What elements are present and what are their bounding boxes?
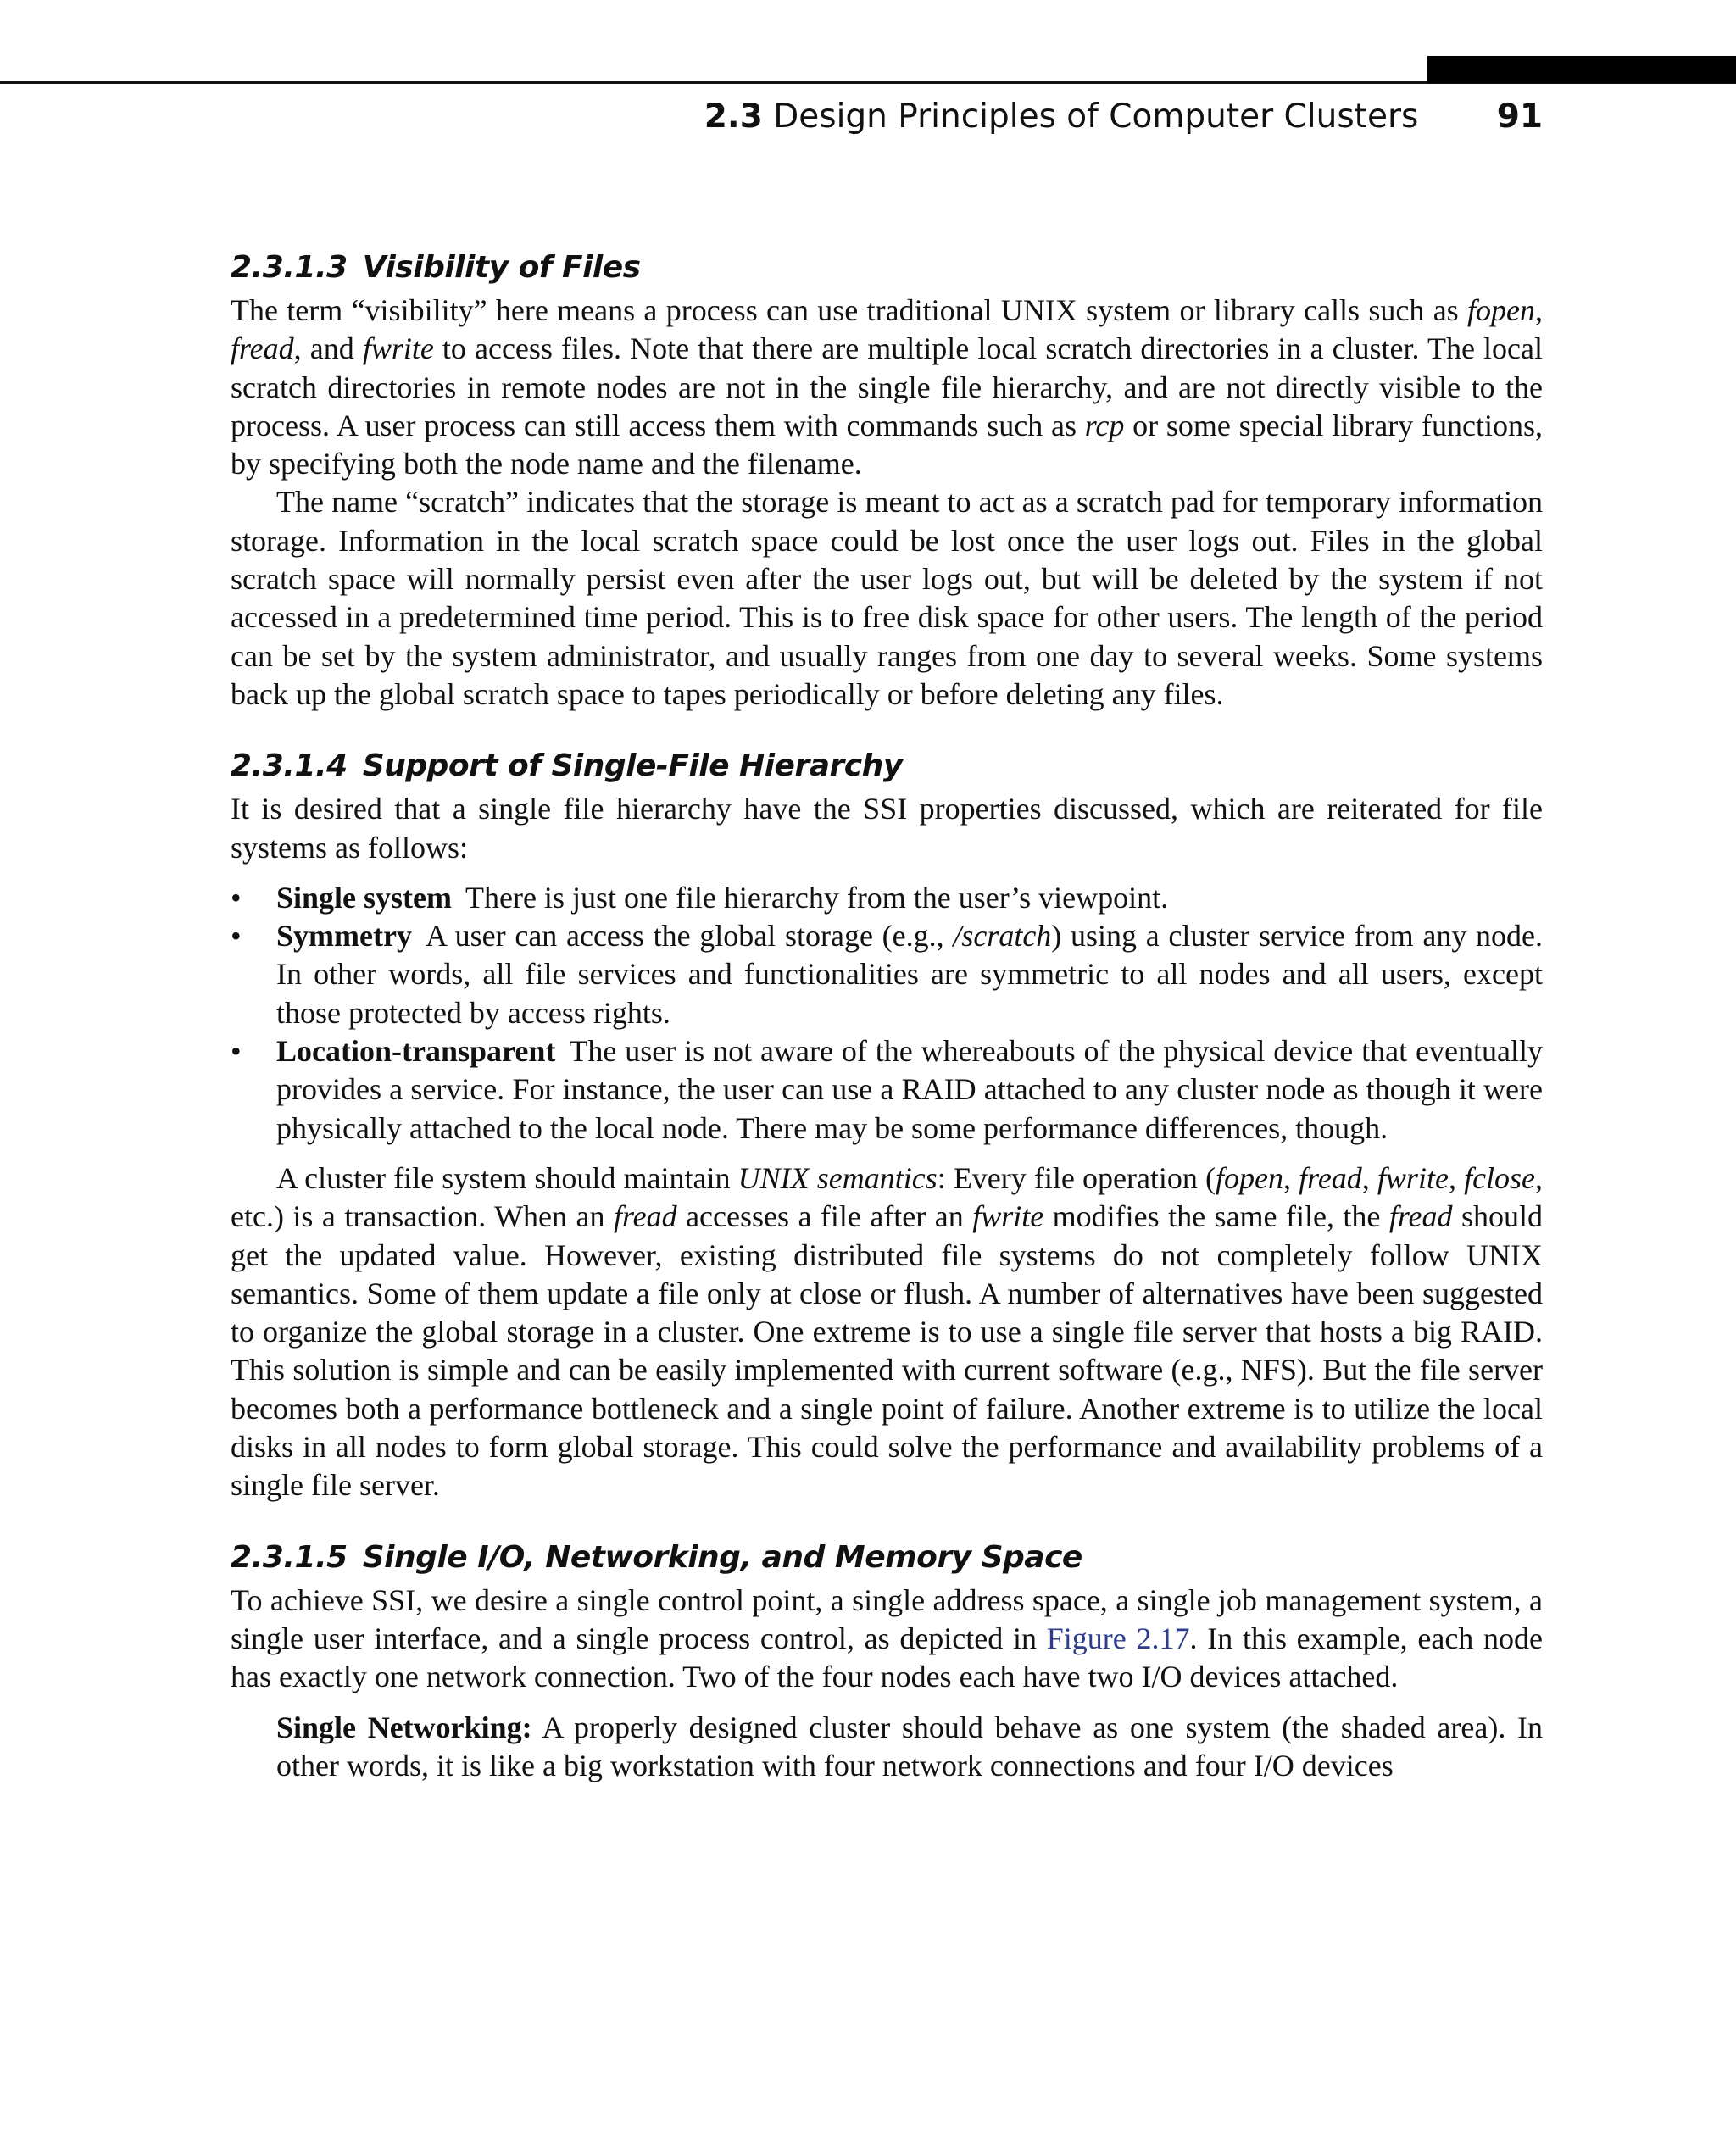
- bullet-marker: •: [231, 880, 242, 915]
- subsection-heading-single-io: [231, 1534, 1543, 1582]
- subsection-title: Visibility of Files: [362, 250, 641, 285]
- figure-link[interactable]: Figure 2.17: [1046, 1621, 1190, 1655]
- list-item: • Location-transparent The user is not aware of the whereabouts of the physical device that eventually provides a service. For instance, the user can use a RAID attached to any cluster node as though it were physically attached to the local node. There may be some performance differences, though.: [231, 1034, 1543, 1145]
- subsection-heading-visibility: [231, 244, 1543, 292]
- subsection-heading-single-file-hierarchy: [231, 742, 1543, 790]
- list-item: • Single system There is just one file hierarchy from the user’s viewpoint.: [231, 879, 1543, 917]
- paragraph: The name “scratch” indicates that the storage is meant to act as a scratch pad for temporary information storage. Information in the local scratch space could be lost once the user logs out. Files in the global scratch space will normally persist even after the user logs out, but will be deleted by the system if not accessed in a predetermined time period. This is to free disk space for other users. The length of the period can be set by the system administrator, and usually ranges from one day to several weeks. Some systems back up the global scratch space to tapes periodically or before deleting any files.: [231, 485, 1543, 711]
- subsection-title: Support of Single-File Hierarchy: [362, 748, 903, 784]
- running-head-section-title: Design Principles of Computer Clusters: [773, 97, 1419, 136]
- paragraph: Single Networking: A properly designed cluster should behave as one system (the shaded area). In other words, it is like a big workstation with four network connections and four I/O devices: [276, 1710, 1543, 1782]
- bullet-marker: •: [231, 919, 242, 954]
- list-term: Symmetry: [276, 919, 412, 954]
- paragraph: To achieve SSI, we desire a single control point, a single address space, a single job management system, a single user interface, and a single process control, as depicted in Figure 2.17. In this example, each node has exactly one network connection. Two of the four nodes each have two I/O devices attached.: [231, 1582, 1544, 1694]
- page-number: 91: [1496, 97, 1543, 136]
- page-body: [231, 244, 1543, 1785]
- paragraph: It is desired that a single file hierarchy have the SSI properties discussed, which are reiterated for file systems as follows:: [231, 792, 1543, 865]
- header-rule-tab: [1427, 56, 1736, 83]
- paragraph-lead: Single Networking:: [276, 1710, 532, 1744]
- running-head: [231, 92, 1543, 142]
- list-item: • Symmetry A user can access the global storage (e.g., /scratch) using a cluster service from any node. In other words, all file services and functionalities are symmetric to all nodes and all users, except those protected by access rights.: [231, 919, 1543, 1030]
- list-term: Single system: [276, 880, 452, 915]
- subsection-number: 2.3.1.4: [231, 748, 348, 784]
- bullet-list: [231, 879, 1543, 1148]
- running-head-section-number: 2.3: [704, 97, 763, 136]
- list-term: Location-transparent: [276, 1034, 556, 1069]
- paragraph: The term “visibility” here means a process can use traditional UNIX system or library calls such as fopen, fread, and fwrite to access files. Note that there are multiple local scratch directories in a cluster. The local scratch directories in remote nodes are not in the single file hierarchy, and are not directly visible to the process. A user process can still access them with commands such as rcp or some special library functions, by specifying both the node name and the filename.: [231, 293, 1543, 481]
- paragraph: A cluster file system should maintain UNIX semantics: Every file operation (fopen, fread, fwrite, fclose, etc.) is a transaction. When an fread accesses a file after an fwrite modifies the same file, the fread should get the updated value. However, existing distributed file systems do not completely follow UNIX semantics. Some of them update a file only at close or flush. A number of alternatives have been suggested to organize the global storage in a cluster. One extreme is to use a single file server that hosts a big RAID. This solution is simple and can be easily implemented with current software (e.g., NFS). But the file server becomes both a performance bottleneck and a single point of failure. Another extreme is to utilize the local disks in all nodes to form global storage. This could solve the performance and availability problems of a single file server.: [231, 1160, 1544, 1503]
- subsection-number: 2.3.1.5: [231, 1539, 348, 1575]
- subsection-title: Single I/O, Networking, and Memory Space: [362, 1539, 1082, 1575]
- bullet-marker: •: [231, 1034, 242, 1069]
- subsection-number: 2.3.1.3: [231, 250, 348, 285]
